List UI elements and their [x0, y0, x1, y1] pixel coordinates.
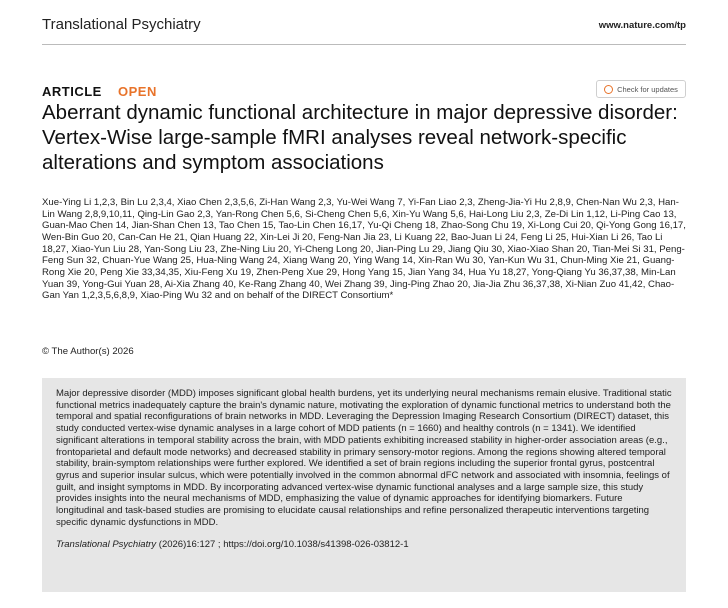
- header-divider: [42, 44, 686, 45]
- abstract-text: Major depressive disorder (MDD) imposes significant global health burdens, yet its underlying neural mechanisms remain elusive. Traditional static functional metrics inadequately capture the brain's dynamic nature, motivating the exploration of dynamic functional metrics to understand both the temporal and spatial reconfigurations of brain networks in MDD. Leveraging the Depression Imaging Research Consortium (DIRECT) dataset, this study conducted vertex-wise dynamic analyses in a large cohort of MDD patients (n = 1660) and healthy controls (n = 1341). We identified significant alterations in temporal stability across the brain, with MDD patients exhibiting increased stability in higher-order association areas (e.g., frontoparietal and default mode networks) and decreased stability in primary sensory-motor regions. Among the regions showing altered temporal stability, brain-symptom relationships were further explored. We identified a set of brain regions including the superior frontal gyrus, postcentral gyrus and superior insular sulcus, which were potentially involved in the common abnormal dFC network and associated with insomnia, feelings of guilt, and insight symptoms in MDD. By incorporating advanced vertex-wise dynamic functional analyses and a large sample size, this study provides insights into the neural mechanisms of MDD, emphasizing the value of dynamic approaches for identifying biomarkers. Future longitudinal and task-based studies are promising to elucidate causal relationships and refine personalized therapeutic interventions targeting specific dynamic dysfunctions in MDD.: [56, 388, 672, 528]
- copyright: © The Author(s) 2026: [42, 346, 134, 357]
- citation-journal: Translational Psychiatry: [56, 539, 157, 551]
- refresh-icon: [604, 85, 613, 94]
- abstract-box: [42, 378, 686, 592]
- citation: [56, 539, 672, 550]
- citation-details[interactable]: (2026)16:127 ; https://doi.org/10.1038/s41398-026-03812-1: [156, 539, 409, 551]
- journal-header: [42, 14, 686, 38]
- check-updates-button[interactable]: [596, 80, 686, 98]
- journal-url[interactable]: www.nature.com/tp: [598, 20, 686, 31]
- check-updates-label: Check for updates: [617, 84, 678, 94]
- author-list: Xue-Ying Li 1,2,3, Bin Lu 2,3,4, Xiao Chen 2,3,5,6, Zi-Han Wang 2,3, Yu-Wei Wang 7, Yi-Fan Liao 2,3, Zheng-Jia-Yi Hu 2,8,9, Chen-Nan Wu 2,3, Han-Lin Wang 2,8,9,10,11, Qing-Lin Gao 2,3, Yan-Rong Chen 5,6, Si-Cheng Chen 5,6, Xin-Yu Wang 5,6, Hai-Long Liu 2,3, Ze-Di Lin 1,12, Li-Ping Cao 13, Guan-Mao Chen 14, Jian-Shan Chen 13, Tao Chen 15, Tao-Lin Chen 16,17, Yu-Qi Cheng 18, Zhao-Song Chu 19, Xi-Long Cui 20, Qi-Yong Gong 16,17, Wen-Bin Guo 20, Can-Can He 21, Qian Huang 22, Xin-Lei Ji 20, Feng-Nan Jia 23, Li Kuang 22, Bao-Juan Li 24, Feng Li 25, Hui-Xian Li 26, Tao Li 18,27, Xiao-Yun Liu 28, Yan-Song Liu 23, Zhe-Ning Liu 20, Yi-Cheng Long 20, Jian-Ping Lu 29, Jiang Qiu 30, Xiao-Xiao Shan 20, Tian-Mei Si 31, Peng-Feng Sun 32, Chuan-Yue Wang 25, Hua-Ning Wang 24, Xiang Wang 20, Ying Wang 14, Xin-Ran Wu 30, Yan-Kun Wu 31, Chun-Ming Xie 21, Guang-Rong Xie 20, Peng Xie 33,34,35, Xiu-Feng Xu 19, Zhen-Peng Xue 29, Hong Yang 15, Jian Yang 34, Hua Yu 18,27, Yong-Qiang Yu 36,37,38, Min-Lan Yuan 39, Yong-Gui Yuan 28, Ai-Xia Zhang 40, Ke-Rang Zhang 40, Wei Zhang 39, Jing-Ping Zhao 20, Jia-Jia Zhu 36,37,38, Xi-Nian Zuo 41,42, Chao-Gan Yan 1,2,3,5,6,8,9, Xiao-Ping Wu 32 and on behalf of the DIRECT Consortium*: [42, 197, 686, 302]
- article-type: ARTICLE: [42, 84, 102, 99]
- open-access-badge: OPEN: [118, 84, 157, 99]
- article-title: Aberrant dynamic functional architecture in major depressive disorder: Vertex-Wise large-sample fMRI analyses reveal network-specific alterations and symptom associations: [42, 101, 678, 174]
- journal-name[interactable]: Translational Psychiatry: [42, 16, 201, 33]
